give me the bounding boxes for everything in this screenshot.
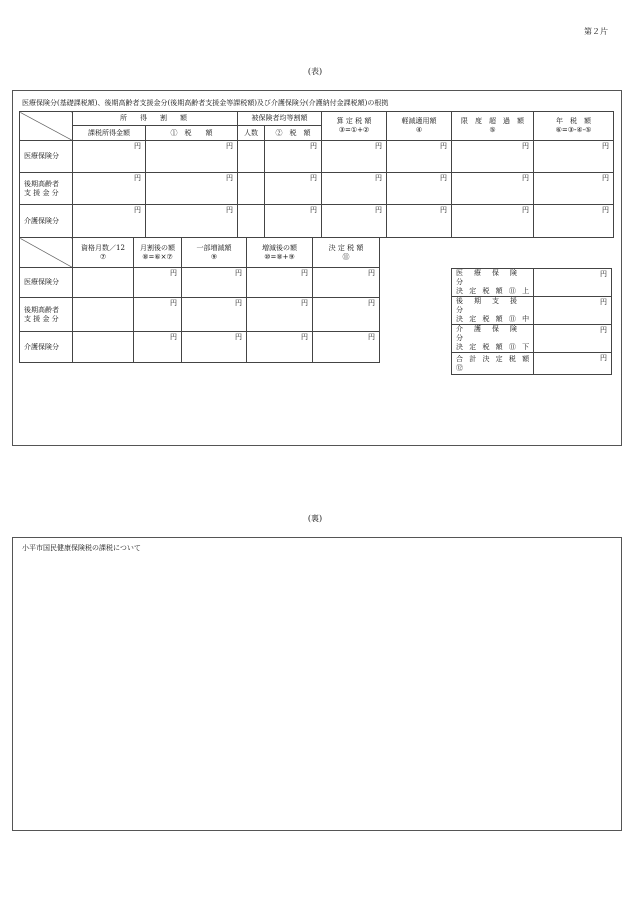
header-months-no: ⑦ [99,252,107,261]
header-annual-tax [534,112,614,141]
table-row [20,205,614,238]
summary-row [452,325,612,353]
summary-label-medical [452,269,534,297]
cell-tax1: 円 [146,141,238,173]
row-label-support-line2: 支 援 金 分 [24,314,59,323]
row-label-medical: 医療保険分 [20,268,73,298]
header-tax2: ② 税 額 [265,126,322,141]
summary-label-support [452,297,534,325]
cell-decided: 円 [313,298,380,332]
summary-label-medical-line2: 決 定 税 額 ⑪ 上 [456,287,532,295]
header-annual-tax-label: 年 税 額 [556,117,591,125]
header-per-capita: 被保険者均等割額 [238,112,322,126]
header-monthly-formula: ⑧=⑥×⑦ [142,252,173,261]
header-diagonal-cell [20,112,73,141]
summary-label-total: 合 計 決 定 税 額 ⑫ [452,353,534,375]
cell-tax1: 円 [146,173,238,205]
cell-limit-excess: 円 [452,173,534,205]
cell-months [73,332,134,363]
summary-row [452,297,612,325]
table-row [20,332,380,363]
header-income-split: 所 得 割 額 [73,112,238,126]
cell-calc-tax: 円 [322,205,387,238]
cell-adjusted: 円 [247,268,313,298]
cell-monthly: 円 [134,332,182,363]
summary-value-care: 円 [534,325,612,353]
back-frame [12,537,622,831]
cell-reduction: 円 [387,141,452,173]
cell-months [73,268,134,298]
cell-calc-tax: 円 [322,173,387,205]
summary-value-total: 円 [534,353,612,375]
row-label-support-line1: 後期高齢者 [24,305,59,314]
header-months-label: 資格月数／12 [81,243,125,252]
row-label-care: 介護保険分 [20,205,73,238]
table-row [20,298,380,332]
header-limit-excess-no: ⑤ [489,126,496,134]
summary-row [452,353,612,375]
cell-partial: 円 [182,298,247,332]
summary-label-care-line1: 介 護 保 険 分 [456,325,528,342]
summary-label-care [452,325,534,353]
header-calc-tax-formula: ③=①+② [338,126,370,134]
cell-annual-tax: 円 [534,173,614,205]
cell-limit-excess: 円 [452,205,534,238]
header-calc-tax-label: 算 定 税 額 [336,117,372,125]
note-title: 小平市国民健康保険税の課税について [22,544,141,552]
header-limit-excess-label: 限 度 超 過 額 [461,117,524,125]
header-partial [182,238,247,268]
table-row [20,141,614,173]
summary-row [452,269,612,297]
cell-reduction: 円 [387,173,452,205]
summary-label-support-line2: 決 定 税 額 ⑪ 中 [456,315,532,323]
header-reduction [387,112,452,141]
cell-taxable-income: 円 [73,205,146,238]
table-row [20,173,614,205]
cell-taxable-income: 円 [73,173,146,205]
header-decided [313,238,380,268]
section-title: 医療保険分(基礎課税額)、後期高齢者支援金分(後期高齢者支援金等課税額)及び介護保険分(介護納付金課税額)の根拠 [22,99,389,107]
header-monthly [134,238,182,268]
cell-persons [238,205,265,238]
row-label-support [20,298,73,332]
summary-table [451,268,612,375]
cell-decided: 円 [313,268,380,298]
back-caption: (裏) [307,514,323,523]
header-months [73,238,134,268]
row-label-support-line1: 後期高齢者 [24,179,59,188]
summary-label-support-line1: 後 期 支 援 分 [456,297,528,314]
cell-persons [238,173,265,205]
header-monthly-label: 月割後の額 [140,243,175,252]
row-label-care: 介護保険分 [20,332,73,363]
cell-annual-tax: 円 [534,205,614,238]
header-annual-tax-formula: ⑥=③-④-⑤ [555,126,592,134]
cell-taxable-income: 円 [73,141,146,173]
cell-months [73,298,134,332]
header-decided-label: 決 定 税 額 [328,243,364,252]
cell-tax2: 円 [265,205,322,238]
page-number: 第２片 [584,27,608,36]
row-label-support-line2: 支 援 金 分 [24,188,59,197]
cell-annual-tax: 円 [534,141,614,173]
table-row [20,268,380,298]
cell-partial: 円 [182,332,247,363]
cell-persons [238,141,265,173]
header-persons: 人数 [238,126,265,141]
monthly-tax-table [19,237,380,363]
header-diagonal-cell [20,238,73,268]
row-label-support [20,173,73,205]
header-reduction-no: ④ [415,126,423,134]
summary-label-care-line2: 決 定 税 額 ⑪ 下 [456,343,532,351]
cell-decided: 円 [313,332,380,363]
header-adjusted-formula: ⑩=⑧+⑨ [264,252,295,261]
header-adjusted [247,238,313,268]
cell-tax2: 円 [265,173,322,205]
header-tax1: ① 税 額 [146,126,238,141]
row-label-medical: 医療保険分 [20,141,73,173]
summary-value-medical: 円 [534,269,612,297]
cell-monthly: 円 [134,268,182,298]
front-caption: (表) [307,67,323,76]
cell-adjusted: 円 [247,332,313,363]
cell-calc-tax: 円 [322,141,387,173]
cell-tax2: 円 [265,141,322,173]
header-decided-no: ⑪ [342,252,350,261]
header-partial-label: 一部増減額 [196,243,232,252]
header-partial-no: ⑨ [210,252,218,261]
cell-monthly: 円 [134,298,182,332]
header-calc-tax [322,112,387,141]
header-taxable-income: 課税所得金額 [73,126,146,141]
cell-limit-excess: 円 [452,141,534,173]
cell-tax1: 円 [146,205,238,238]
header-adjusted-label: 増減後の額 [262,243,297,252]
tax-basis-table [19,111,614,238]
summary-value-support: 円 [534,297,612,325]
cell-reduction: 円 [387,205,452,238]
header-reduction-label: 軽減適用額 [401,117,437,125]
header-limit-excess [452,112,534,141]
cell-adjusted: 円 [247,298,313,332]
summary-label-medical-line1: 医 療 保 険 分 [456,269,528,286]
cell-partial: 円 [182,268,247,298]
